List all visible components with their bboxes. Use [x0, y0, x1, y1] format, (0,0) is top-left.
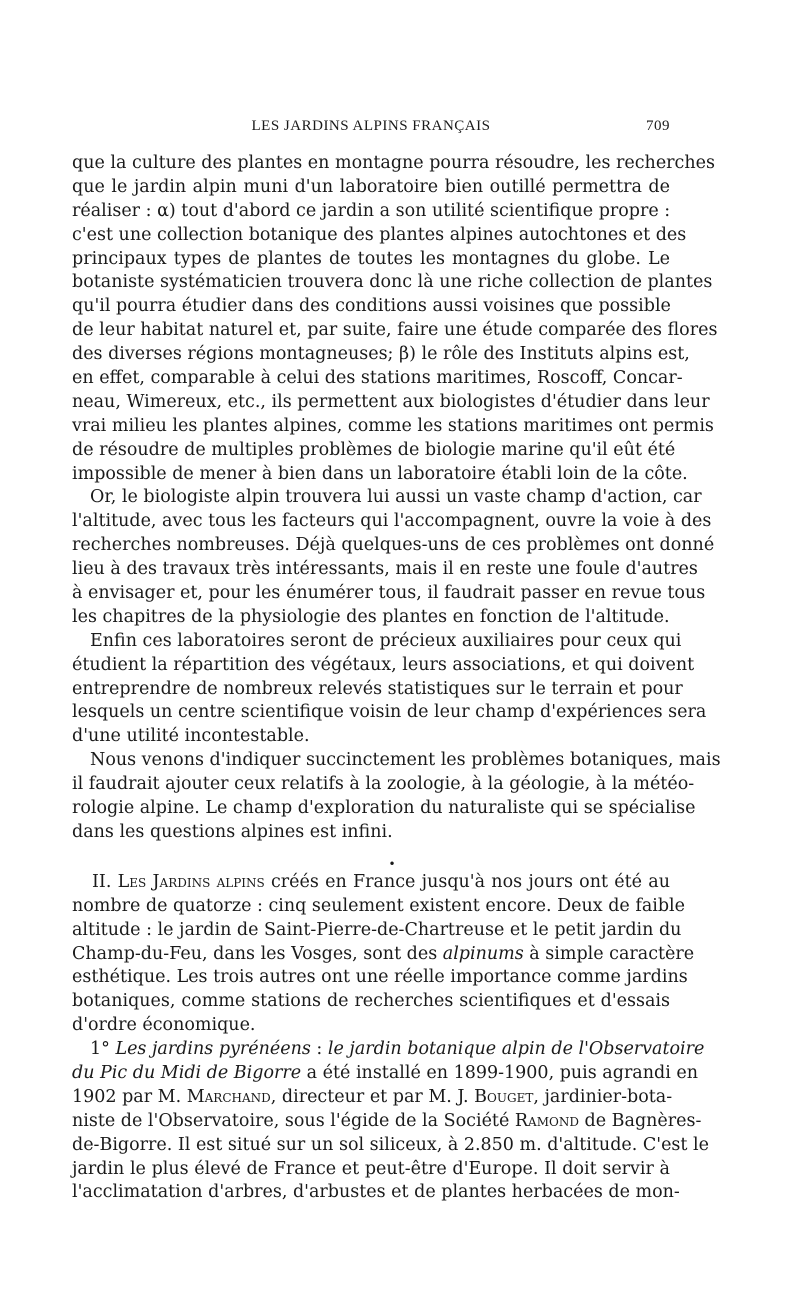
text-line: impossible de mener à bien dans un laboratoire établi loin de la côte. [72, 463, 688, 484]
text-line: jardin le plus élevé de France et peut-être d'Europe. Il doit servir à [72, 1158, 670, 1179]
text-line [72, 1038, 705, 1062]
text-line: esthétique. Les trois autres ont une réelle importance comme jardins [72, 967, 688, 988]
section-jardins-alpins [72, 871, 695, 1038]
italic-title: du Pic du Midi de Bigorre [72, 1062, 302, 1083]
text-line: à envisager et, pour les énumérer tous, il faudrait passer en revue tous [72, 583, 706, 604]
italic-term: alpinums [442, 943, 524, 964]
paragraph-problemes [72, 749, 721, 845]
person-name: Marchand [186, 1086, 271, 1107]
text-line [72, 1062, 698, 1086]
text-line: recherches nombreuses. Déjà quelques-uns de ces problèmes ont donné [72, 535, 715, 556]
body-text [72, 152, 721, 1205]
text-line: botaniques, comme stations de recherches scientifiques et d'essais [72, 991, 670, 1012]
text-fragment: Champ-du-Feu, dans les Vosges, sont des [72, 943, 443, 964]
paragraph-laboratoires [72, 630, 707, 749]
text-line: de leur habitat naturel et, par suite, faire une étude comparée des flores [72, 320, 718, 341]
paragraph-jardins-pyreneens [72, 1038, 709, 1205]
text-line: entreprendre de nombreux relevés statistiques sur le terrain et pour [72, 678, 683, 699]
text-line: Nous venons d'indiquer succinctement les problèmes botaniques, mais [90, 750, 721, 771]
text-line: principaux types de plantes de toutes les montagnes du globe. Le [72, 248, 670, 269]
text-fragment: a été installé en 1899-1900, puis agrandi en [301, 1062, 698, 1083]
text-line: botaniste systématicien trouvera donc là une riche collection de plantes [72, 272, 713, 293]
text-line: Enfin ces laboratoires seront de précieux auxiliaires pour ceux qui [90, 630, 682, 651]
text-line: Or, le biologiste alpin trouvera lui aussi un vaste champ d'action, car [90, 487, 702, 508]
page-number: 709 [646, 118, 670, 134]
text-line: des diverses régions montagneuses; β) le rôle des Instituts alpins est, [72, 344, 690, 365]
text-fragment: , directeur et par M. J. [270, 1086, 475, 1107]
text-fragment: niste de l'Observatoire, sous l'égide de la Société [72, 1110, 515, 1131]
section-mark: • [388, 856, 396, 871]
text-fragment: , jardinier-bota- [533, 1086, 673, 1107]
text-line: altitude : le jardin de Saint-Pierre-de-Chartreuse et le petit jardin du [72, 919, 682, 940]
person-name: Bouget [474, 1086, 534, 1107]
text-line [72, 1110, 702, 1134]
text-line: nombre de quatorze : cinq seulement existent encore. Deux de faible [72, 895, 686, 916]
running-head [72, 118, 670, 140]
text-line: c'est une collection botanique des plantes alpines autochtones et des [72, 224, 687, 245]
section-heading-line [72, 871, 670, 895]
text-line: lesquels un centre scientifique voisin de leur champ d'expériences sera [72, 702, 707, 723]
text-line: il faudrait ajouter ceux relatifs à la zoologie, à la géologie, à la météo- [72, 774, 695, 795]
text-line [72, 943, 695, 967]
text-fragment: 1902 par M. [72, 1086, 187, 1107]
running-title: LES JARDINS ALPINS FRANÇAIS [251, 118, 491, 134]
paragraph-biologiste [72, 486, 715, 629]
text-line: l'acclimatation d'arbres, d'arbustes et de plantes herbacées de mon- [72, 1182, 680, 1203]
italic-title: le jardin botanique alpin de l'Observatoire [327, 1039, 705, 1060]
text-line: qu'il pourra étudier dans des conditions aussi voisines que possible [72, 296, 671, 317]
text-line: de résoudre de multiples problèmes de biologie marine qu'il eût été [72, 439, 676, 460]
text-fragment: créés en France jusqu'à nos jours ont été au [264, 871, 670, 892]
text-line: que le jardin alpin muni d'un laboratoire bien outillé permettra de [72, 176, 670, 197]
paragraph-continuation [72, 152, 718, 486]
text-line: que la culture des plantes en montagne pourra résoudre, les recherches [72, 153, 715, 173]
list-number: 1° [90, 1039, 116, 1060]
text-line: neau, Wimereux, etc., ils permettent aux biologistes d'étudier dans leur [72, 391, 710, 412]
text-line: en effet, comparable à celui des stations maritimes, Roscoff, Concar- [72, 368, 683, 389]
section-numeral: II. [92, 871, 118, 892]
text-line: d'ordre économique. [72, 1015, 256, 1036]
text-fragment: à simple caractère [523, 943, 695, 964]
italic-title: Les jardins pyrénéens [115, 1039, 311, 1060]
text-line: lieu à des travaux très intéressants, mais il en reste une foule d'autres [72, 559, 698, 580]
text-line: les chapitres de la physiologie des plantes en fonction de l'altitude. [72, 606, 670, 627]
section-heading: Les Jardins alpins [117, 871, 265, 892]
text-fragment: : [310, 1039, 328, 1060]
text-line: dans les questions alpines est infini. [72, 821, 393, 842]
text-line: d'une utilité incontestable. [72, 726, 310, 747]
text-fragment: de Bagnères- [578, 1110, 702, 1131]
text-line [72, 1086, 673, 1110]
text-line: étudient la répartition des végétaux, leurs associations, et qui doivent [72, 654, 695, 675]
text-line: rologie alpine. Le champ d'exploration du naturaliste qui se spécialise [72, 798, 696, 819]
text-line: de-Bigorre. Il est situé sur un sol siliceux, à 2.850 m. d'altitude. C'est le [72, 1134, 709, 1155]
text-line: vrai milieu les plantes alpines, comme les stations maritimes ont permis [72, 415, 714, 436]
text-line: réaliser : α) tout d'abord ce jardin a son utilité scientifique propre : [72, 200, 671, 221]
text-line: l'altitude, avec tous les facteurs qui l'accompagnent, ouvre la voie à des [72, 511, 712, 532]
person-name: Ramond [514, 1110, 579, 1131]
section-spacer [72, 845, 670, 857]
